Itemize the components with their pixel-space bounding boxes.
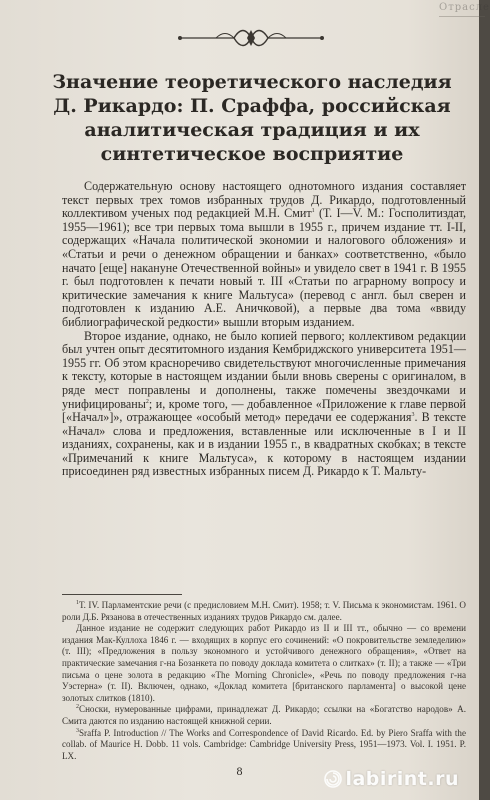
text-run: Второе издание, однако, не было копией первого; коллективом редакции был учтен опыт десятитомного издания Кембриджского университета 1951—1955 гг. Об этом красноречиво свидетельствуют многочисленные примечания к тексту, которые в настоящем издании были вновь сверены с оригиналом, в ряде мест поправлены и дополнены, также помечены звездочками и унифицированы	[62, 328, 466, 411]
footnote	[62, 623, 466, 704]
footnote	[62, 728, 466, 763]
chapter-title	[52, 70, 452, 166]
footnote-text: Сноски, нумерованные цифрами, принадлежат Д. Рикардо; ссылки на «Богатство народов» А. Смита даются по изданию настоящей книжной серии.	[62, 704, 466, 726]
text-run: . В тексте «Начал» слова и предложения, вставленные или исключенные в I и II изданиях, сохранены, как и в издании 1955 г., в квадратных скобках; в тексте «Примечаний к книге Мальтуса», к которому в настоящем издании присоединен ряд известных избранных писем Д. Рикардо к Т. Мальту-	[62, 410, 467, 479]
footnotes	[62, 600, 466, 762]
title-line: синтетическое восприятие	[100, 143, 404, 165]
text-run: (Т. I—V. М.: Госполитиздат, 1955—1961); все три первых тома вышли в 1955 г., причем издание тт. I-II, содержащих «Начала политической экономии и налогового обложения» и «Статьи и речи о денежном обращении и банках» соответственно, «было начато [еще] накануне Отечественной войны» и увидело свет в 1941 г. В 1955 г. был подготовлен к печати новый т. III «Статьи по аграрному вопросу и критические замечания к книге Мальтуса» (перевод с англ. был сверен и подготовлен к изданию А.Е. Аничковой), а первые два тома «ввиду библиографической редкости» вышли вторым изданием.	[62, 206, 467, 329]
footnote-text: Т. IV. Парламентские речи (с предисловием М.Н. Смит). 1958; т. V. Письма к экономистам. 1961. О роли Д.Б. Рязанова в отечественных изданиях трудов Рикардо см. далее.	[62, 600, 466, 622]
footnote-ref: 2	[145, 398, 149, 405]
text-run: ; и, кроме того, — добавленное «Приложение к главе первой [«Начал»]», отражающее «особый метод» передачи ее содержания	[62, 396, 466, 425]
labirint-logo-icon	[324, 770, 342, 788]
footnote-text: Данное издание не содержит следующих работ Рикардо из II и III тт., обычно — со времени издания Мак-Куллоха 1846 г. — входящих в корпус его сочинений: «О покровительстве земледелию» (т. III); «Предложения в пользу экономного и устойчивого денежного обращения», «Ответ на практические замечания г-на Бозанкета по поводу доклада комитета о слитках» (т. II); а также — «Три письма о цене золота в редакцию «The Morning Chronicle», «Речь по поводу предложения г-на Уэстерна» (т. II). Включен, однако, «Доклад комитета [британского парламента] о высокой цене золотых слитков (1810).	[62, 623, 466, 703]
watermark-text: labirint.ru	[345, 768, 459, 790]
footnote-rule	[62, 594, 182, 595]
footnote-number: 2	[76, 704, 79, 711]
footnote-number: 1	[76, 599, 79, 606]
title-line: Значение теоретического наследия	[52, 71, 452, 93]
footnote-number: 3	[76, 727, 79, 734]
page-number: 8	[236, 764, 243, 778]
body-text	[62, 180, 466, 479]
watermark	[324, 768, 459, 790]
running-head: Отрасле	[439, 2, 485, 17]
paragraph	[62, 330, 466, 480]
ornament-divider	[176, 18, 326, 58]
footnote	[62, 704, 466, 727]
footnote-ref: 3	[411, 412, 415, 419]
footnote	[62, 600, 466, 623]
text-run: Содержательную основу настоящего однотомного издания составляет текст первых трех томов избранных трудов Д. Рикардо, подготовленный коллективом ученых под редакцией М.Н. Смит	[62, 179, 466, 221]
title-line: Д. Рикардо: П. Сраффа, российская	[53, 95, 451, 117]
footnote-text: Sraffa P. Introduction // The Works and Correspondence of David Ricardo. Ed. by Piero Sraffa with the collab. of Maurice H. Dobb. 11 vols. Cambridge: Cambridge University Press, 1951—1973. Vol. I. 1951. P. LX.	[62, 727, 466, 761]
title-line: аналитическая традиция и их	[84, 119, 420, 141]
footnote-ref: 1	[311, 208, 315, 215]
paragraph	[62, 180, 466, 330]
